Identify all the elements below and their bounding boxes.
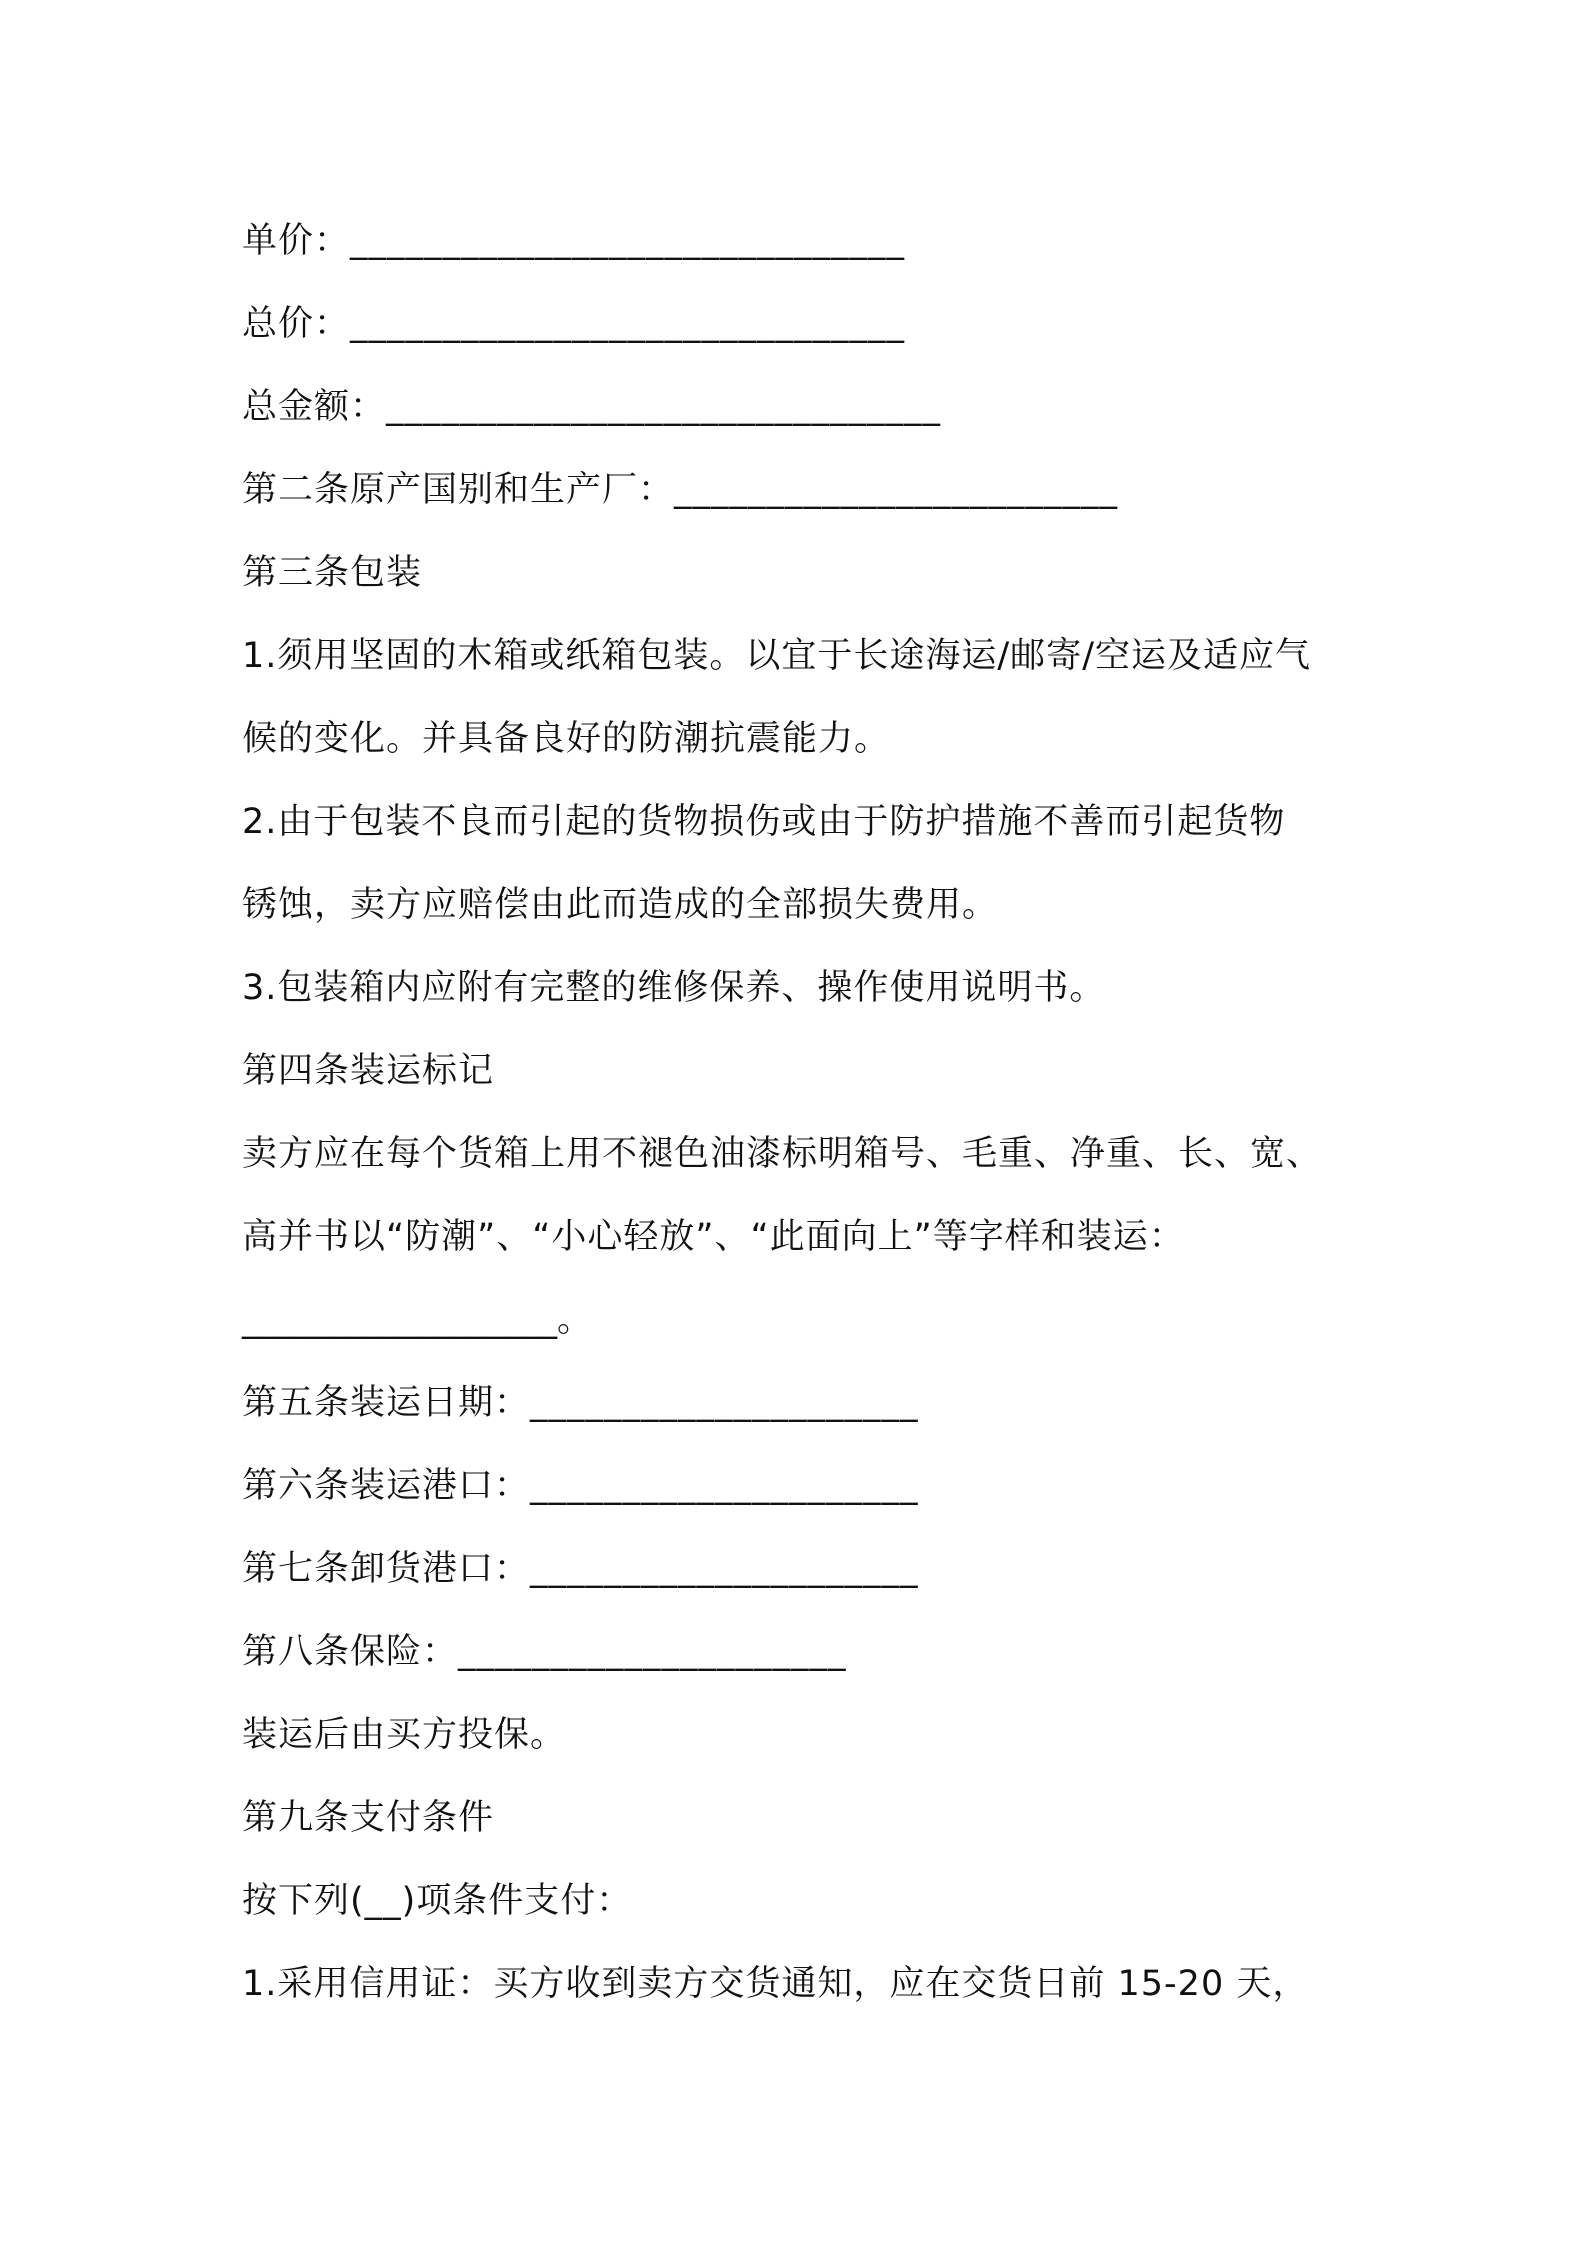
marking-clause-line-1: 卖方应在每个货箱上用不褪色油漆标明箱号、毛重、净重、长、宽、 xyxy=(242,1134,1323,1174)
payment-option-line: 按下列(__)项条件支付： xyxy=(242,1881,633,1921)
article-5-shipment-date: 第五条装运日期：_____________________ xyxy=(242,1383,919,1423)
packing-clause-3: 3.包装箱内应附有完整的维修保养、操作使用说明书。 xyxy=(242,968,1106,1008)
article-6-loading-port: 第六条装运港口：_____________________ xyxy=(242,1466,919,1506)
marking-clause-line-2: 高并书以“防潮”、“小心轻放”、“此面向上”等字样和装运： xyxy=(242,1217,1185,1257)
packing-clause-1-line-1: 1.须用坚固的木箱或纸箱包装。以宜于长途海运/邮寄/空运及适应气 xyxy=(242,636,1311,676)
article-9-heading: 第九条支付条件 xyxy=(242,1798,495,1838)
article-2-origin-line: 第二条原产国别和生产厂：________________________ xyxy=(242,470,1119,510)
article-7-discharge-port: 第七条卸货港口：_____________________ xyxy=(242,1549,919,1589)
article-3-heading: 第三条包装 xyxy=(242,553,423,593)
payment-clause-1: 1.采用信用证：买方收到卖方交货通知，应在交货日前 15-20 天， xyxy=(242,1964,1309,2004)
total-amount-line: 总金额：______________________________ xyxy=(242,387,942,427)
total-price-line: 总价：______________________________ xyxy=(242,304,906,344)
document-body xyxy=(242,200,1362,2026)
packing-clause-2-line-1: 2.由于包装不良而引起的货物损伤或由于防护措施不善而引起货物 xyxy=(242,802,1286,842)
packing-clause-2-line-2: 锈蚀，卖方应赔偿由此而造成的全部损失费用。 xyxy=(242,885,999,925)
packing-clause-1-line-2: 候的变化。并具备良好的防潮抗震能力。 xyxy=(242,719,891,759)
article-8-insurance: 第八条保险：_____________________ xyxy=(242,1632,847,1672)
insurance-note: 装运后由买方投保。 xyxy=(242,1715,567,1755)
unit-price-line: 单价：______________________________ xyxy=(242,221,906,261)
article-4-heading: 第四条装运标记 xyxy=(242,1051,495,1091)
marking-blank-line: __________________。 xyxy=(242,1300,593,1340)
